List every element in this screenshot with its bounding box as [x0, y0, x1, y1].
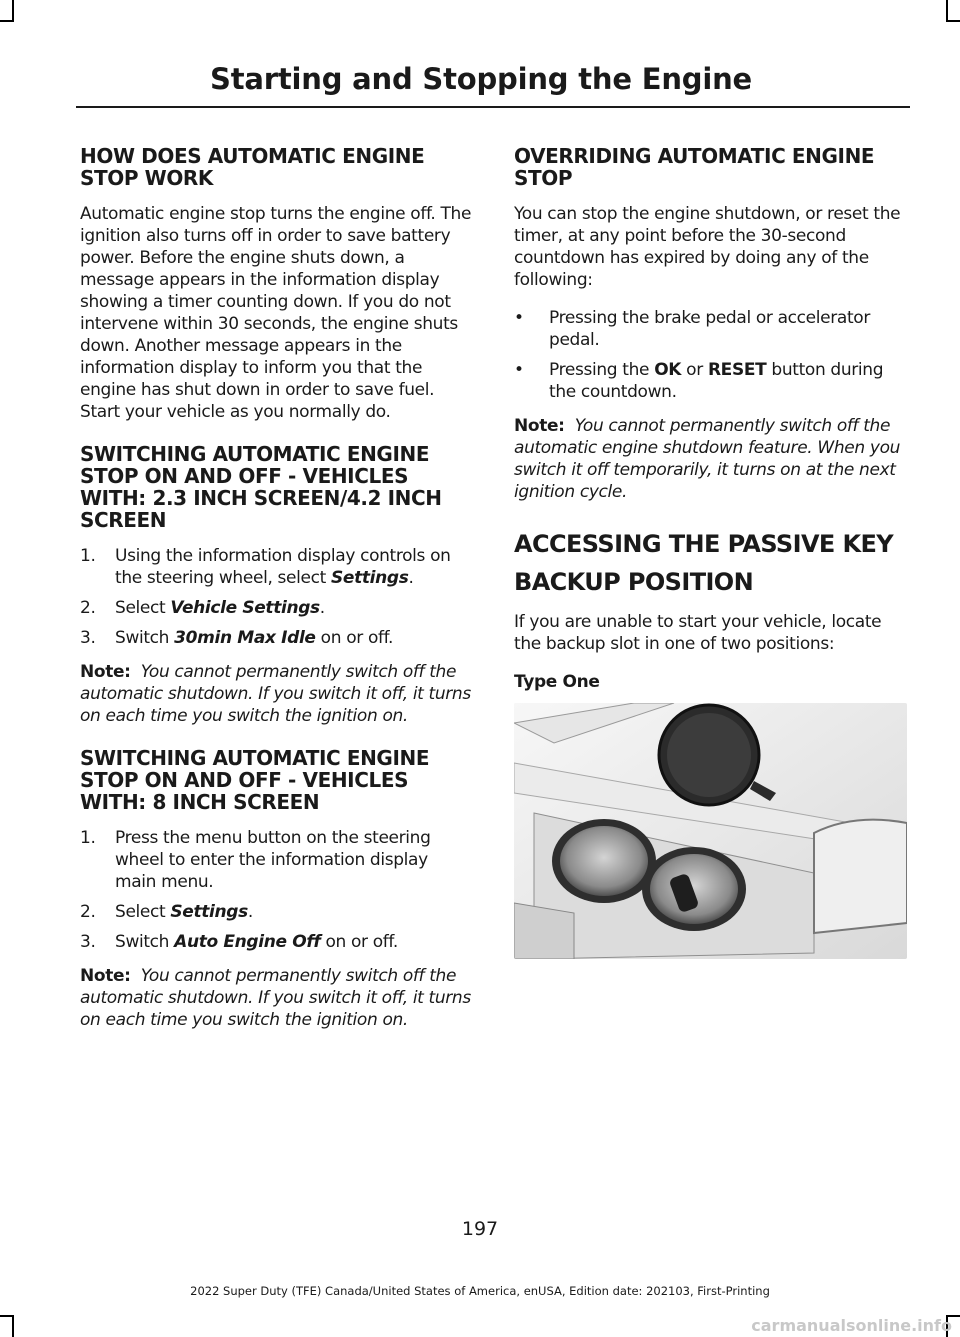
crop-mark: [946, 20, 960, 22]
cupholder-illustration-icon: [514, 703, 907, 959]
section-heading: OVERRIDING AUTOMATIC ENGINE STOP: [514, 144, 875, 190]
section-how-it-works: [80, 145, 473, 423]
menu-item-ref: Vehicle Settings: [170, 598, 320, 618]
list-item: • Pressing the brake pedal or accelerator pedal.: [514, 308, 870, 350]
section-overriding: [514, 145, 907, 503]
section-heading: SWITCHING AUTOMATIC ENGINE STOP ON AND OFF - VEHICLES WITH: 8 INCH SCREEN: [80, 746, 430, 814]
subheading: Type One: [514, 672, 600, 692]
list-item: 1. Using the information display controls on the steering wheel, select Settings.: [80, 546, 451, 588]
menu-item-ref: Settings: [331, 568, 409, 588]
section-passive-key: [514, 529, 907, 959]
footer-text: 2022 Super Duty (TFE) Canada/United States of America, enUSA, Edition date: 202103, First-Printing: [190, 1284, 770, 1298]
list-item: 1. Press the menu button on the steering wheel to enter the information display main menu.: [80, 828, 431, 892]
list-item: • Pressing the OK or RESET button during the countdown.: [514, 360, 884, 402]
left-column: [80, 145, 473, 1051]
note: Note: You cannot permanently switch off the automatic shutdown. If you switch it off, it turns on each time you switch the ignition on.: [80, 966, 471, 1030]
steps-list: [80, 545, 473, 649]
right-column: [514, 145, 907, 979]
section-switching-8-inch: [80, 747, 473, 1031]
list-item: 3. Switch 30min Max Idle on or off.: [80, 628, 394, 648]
steps-list: [80, 827, 473, 953]
crop-mark: [0, 20, 14, 22]
list-item: 3. Switch Auto Engine Off on or off.: [80, 932, 398, 952]
bullet-list: [514, 307, 907, 403]
section-heading: HOW DOES AUTOMATIC ENGINE STOP WORK: [80, 144, 425, 190]
header-rule: [76, 106, 910, 108]
section-switching-small-screen: [80, 443, 473, 727]
button-ref-reset: RESET: [707, 360, 767, 380]
crop-mark: [946, 0, 948, 22]
note: Note: You cannot permanently switch off the automatic shutdown. If you switch it off, it turns on each time you switch the ignition on.: [80, 662, 471, 726]
crop-mark: [12, 1315, 14, 1337]
list-item: 2. Select Settings.: [80, 902, 253, 922]
page-title: Starting and Stopping the Engine: [210, 62, 752, 96]
menu-item-ref: 30min Max Idle: [174, 628, 316, 648]
paragraph: Automatic engine stop turns the engine off. The ignition also turns off in order to save battery power. Before the engine shuts down, a message appears in the information display showing a timer counting down. If you do not intervene within 30 seconds, the engine shuts down. Another message appears in the information display to inform you that the engine has shut down in order to save fuel. Start your vehicle as you normally do.: [80, 204, 472, 422]
cupholder-illustration: [514, 703, 907, 959]
button-ref-ok: OK: [654, 360, 682, 380]
note: Note: You cannot permanently switch off the automatic engine shutdown feature. When you switch it off temporarily, it turns on at the next ignition cycle.: [514, 416, 901, 502]
menu-item-ref: Auto Engine Off: [174, 932, 321, 952]
section-heading: ACCESSING THE PASSIVE KEY BACKUP POSITION: [514, 530, 894, 596]
crop-mark: [0, 1315, 14, 1317]
paragraph: You can stop the engine shutdown, or reset the timer, at any point before the 30-second countdown has expired by doing any of the following:: [514, 204, 901, 290]
list-item: 2. Select Vehicle Settings.: [80, 598, 325, 618]
menu-item-ref: Settings: [170, 902, 248, 922]
crop-mark: [12, 0, 14, 22]
page-number: 197: [461, 1218, 499, 1240]
section-heading: SWITCHING AUTOMATIC ENGINE STOP ON AND OFF - VEHICLES WITH: 2.3 INCH SCREEN/4.2 INCH SCREEN: [80, 442, 442, 532]
paragraph: If you are unable to start your vehicle, locate the backup slot in one of two positions:: [514, 612, 882, 654]
watermark: carmanualsonline.info: [751, 1316, 952, 1335]
